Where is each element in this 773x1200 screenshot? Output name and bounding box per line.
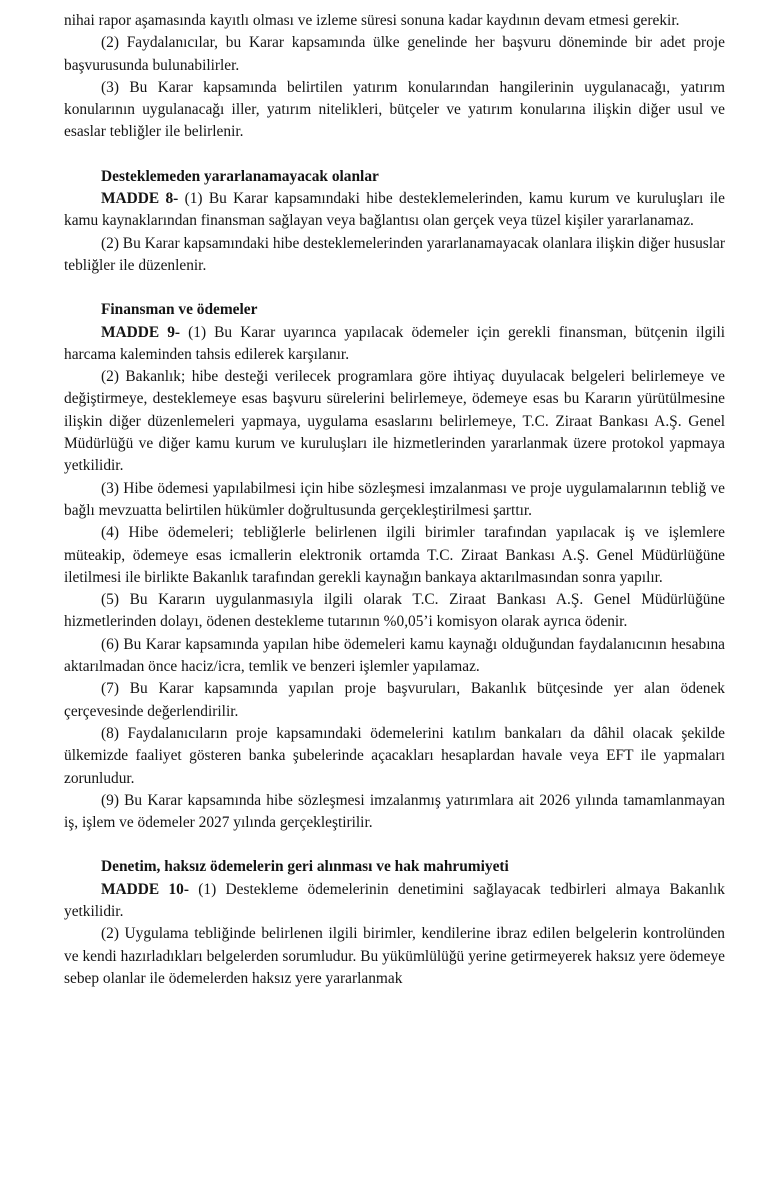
section-heading-madde-8: Desteklemeden yararlanamayacak olanlar (101, 167, 379, 185)
paragraph-8-1-text: (1) Bu Karar kapsamındaki hibe desteklemelerinden, kamu kurum ve kuruluşları ile kamu kaynaklarından finansman sağlayan veya bağlantısı olan gerçek veya tüzel kişiler yararlanamaz. (64, 190, 725, 230)
paragraph-continuation: nihai rapor aşamasında kayıtlı olması ve izleme süresi sonuna kadar kaydının devam etmesi gerekir. (64, 12, 680, 29)
paragraph-9-2: (2) Bakanlık; hibe desteği verilecek programlara göre ihtiyaç duyulacak belgeleri belirlemeye ve değiştirmeye, desteklemeye esas başvuru sürelerini belirlemeye, ödemeye esas bu Kararın yürütülmesine ilişkin diğer düzenlemeleri yapmaya, uygulama esaslarını belirlemeye, T.C. Ziraat Bankası A.Ş. Genel Müdürlüğü ve diğer kamu kurum ve kuruluşları ile hizmetlerinden yararlanmak üzere protokol yapmaya yetkilidir. (64, 368, 725, 475)
paragraph-9-1-text: (1) Bu Karar uyarınca yapılacak ödemeler için gerekli finansman, bütçenin ilgili harcama kaleminden tahsis edilerek karşılanır. (64, 323, 725, 363)
section-heading-madde-9: Finansman ve ödemeler (101, 301, 258, 319)
paragraph-7-3: (3) Bu Karar kapsamında belirtilen yatırım konularından hangilerinin uygulanacağı, yatırım konularının uygulanacağı iller, yatırım nitelikleri, bütçeler ve yatırım konularına ilişkin diğer usul ve esaslar tebliğler ile belirlenir. (64, 78, 725, 141)
paragraph-7-2: (2) Faydalanıcılar, bu Karar kapsamında ülke genelinde her başvuru döneminde bir adet proje başvurusunda bulunabilirler. (64, 34, 725, 74)
paragraph-9-6: (6) Bu Karar kapsamında yapılan hibe ödemeleri kamu kaynağı olduğundan faydalanıcının hesabına aktarılmadan önce haciz/icra, temlik ve benzeri işlemler yapılamaz. (64, 635, 725, 676)
paragraph-9-5: (5) Bu Kararın uygulanmasıyla ilgili olarak T.C. Ziraat Bankası A.Ş. Genel Müdürlüğüne hizmetlerinden dolayı, ödenen destekleme tutarının %0,05’i komisyon olarak ayrıca ödenir. (64, 591, 725, 631)
paragraph-8-2: (2) Bu Karar kapsamındaki hibe desteklemelerinden yararlanamayacak olanlara ilişkin diğer hususlar tebliğler ile düzenlenir. (64, 234, 725, 274)
paragraph-10-2: (2) Uygulama tebliğinde belirlenen ilgili birimler, kendilerine ibraz edilen belgelerin kontrolünden ve kendi hazırladıkları belgelerden sorumludur. Bu yükümlülüğü yerine getirmeyerek haksız yere ödemeye sebep olanlar ile ödemelerden haksız yere yararlanmak (64, 925, 725, 987)
paragraph-9-8: (8) Faydalanıcıların proje kapsamındaki ödemelerini katılım bankaları da dâhil olacak şekilde ülkemizde faaliyet gösteren banka şubelerinde açacakları hesaplardan havale veya EFT ile yapmaları zorunludur. (64, 724, 725, 787)
section-gap (64, 834, 725, 856)
section-gap (64, 277, 725, 299)
article-label-8: MADDE 8- (101, 190, 179, 208)
paragraph-9-9: (9) Bu Karar kapsamında hibe sözleşmesi imzalanmış yatırımlara ait 2026 yılında tamamlanmayan iş, işlem ve ödemeler 2027 yılında gerçekleştirilir. (64, 791, 725, 832)
article-label-9: MADDE 9- (101, 323, 181, 341)
paragraph-9-4: (4) Hibe ödemeleri; tebliğlerle belirlenen ilgili birimler tarafından yapılacak iş ve işlemlere müteakip, ödemeye esas icmallerin elektronik ortamda T.C. Ziraat Bankası A.Ş. Genel Müdürlüğüne iletilmesi ile birlikte Bakanlık tarafından gerekli kaynağın bankaya aktarılmasından sonra yapılır. (64, 524, 725, 586)
paragraph-9-3: (3) Hibe ödemesi yapılabilmesi için hibe sözleşmesi imzalanması ve proje uygulamalarının tebliğ ve bağlı mevzuatta belirtilen hükümler doğrultusunda gerçekleştirilmesi şarttır. (64, 479, 725, 519)
paragraph-9-1 (64, 322, 725, 367)
paragraph-10-1-text: (1) Destekleme ödemelerinin denetimini sağlayacak tedbirleri almaya Bakanlık yetkilidir. (64, 880, 726, 920)
paragraph-10-1 (64, 879, 725, 924)
section-gap (64, 144, 725, 166)
paragraph-8-1 (64, 188, 725, 233)
section-heading-madde-10: Denetim, haksız ödemelerin geri alınması ve hak mahrumiyeti (101, 858, 509, 876)
article-label-10: MADDE 10- (101, 880, 189, 898)
paragraph-9-7: (7) Bu Karar kapsamında yapılan proje başvuruları, Bakanlık bütçesinde yer alan ödenek çerçevesinde değerlendirilir. (64, 680, 725, 720)
